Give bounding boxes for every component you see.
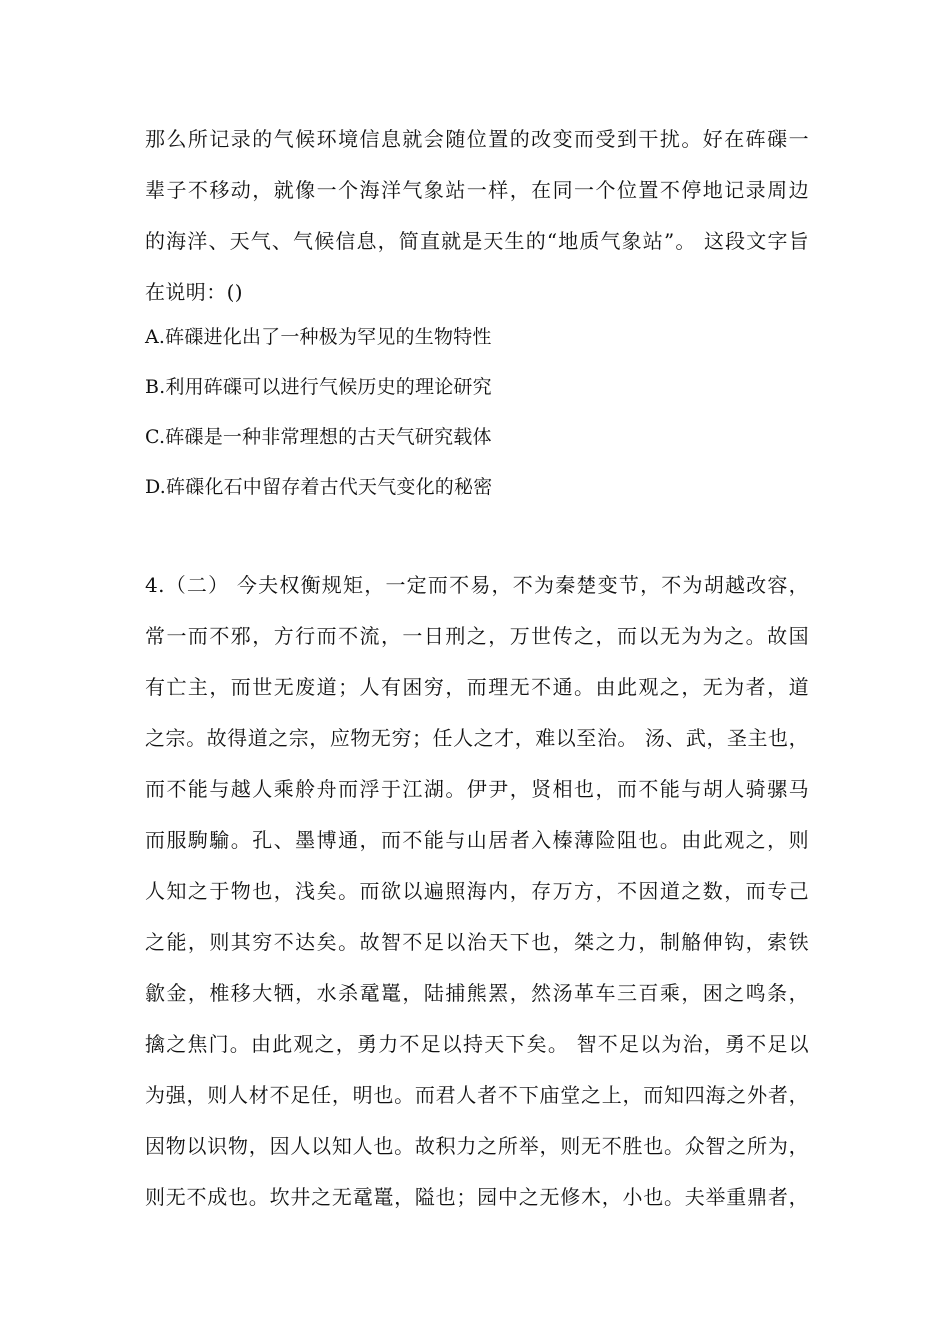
option-a: A.砗磲进化出了一种极为罕见的生物特性 xyxy=(145,326,492,348)
passage-paragraph xyxy=(145,114,809,318)
option-d: D.砗磲化石中留存着古代天气变化的秘密 xyxy=(145,476,493,498)
question-4-line: 则无不成也。坎井之无鼋鼍，隘也；园中之无修木，小也。夫举重鼎者， xyxy=(145,1185,809,1209)
passage-line: 辈子不移动，就像一个海洋气象站一样，在同一个位置不停地记录周边 xyxy=(145,178,809,202)
question-4-line: 歙金，椎移大牺，水杀鼋鼍，陆捕熊罴，然汤革车三百乘，困之鸣条， xyxy=(145,981,809,1005)
question-prompt: 在说明：() xyxy=(145,280,244,304)
question-4-line: 而服駒騟。孔、墨博通，而不能与山居者入榛薄险阻也。由此观之，则 xyxy=(145,828,809,852)
question-4-line: 有亡主，而世无废道；人有困穷，而理无不通。由此观之，无为者，道 xyxy=(145,675,809,699)
question-4-line: 因物以识物，因人以知人也。故积力之所举，则无不胜也。众智之所为， xyxy=(145,1134,809,1158)
question-4-passage xyxy=(145,560,809,1223)
option-c: C.砗磲是一种非常理想的古天气研究载体 xyxy=(145,426,492,448)
question-4-line: 之宗。故得道之宗，应物无穷；任人之才，难以至治。 汤、武，圣主也， xyxy=(145,726,809,750)
answer-options xyxy=(145,312,809,512)
question-4-line: 常一而不邪，方行而不流，一日刑之，万世传之，而以无为为之。故国 xyxy=(145,624,809,648)
question-4-line: 为强，则人材不足任，明也。而君人者不下庙堂之上，而知四海之外者， xyxy=(145,1083,809,1107)
question-4-line: 人知之于物也，浅矣。而欲以遍照海内，存万方，不因道之数，而专己 xyxy=(145,879,809,903)
question-4-line: 4.（二） 今夫权衡规矩，一定而不易，不为秦楚变节，不为胡越改容， xyxy=(145,573,809,597)
question-4-line: 而不能与越人乘舲舟而浮于江湖。伊尹，贤相也，而不能与胡人骑骡马 xyxy=(145,777,809,801)
passage-line: 那么所记录的气候环境信息就会随位置的改变而受到干扰。好在砗磲一 xyxy=(145,127,809,151)
option-b: B.利用砗磲可以进行气候历史的理论研究 xyxy=(145,376,492,398)
question-4-line: 擒之焦门。由此观之，勇力不足以持天下矣。 智不足以为治，勇不足以 xyxy=(145,1032,809,1056)
question-4-line: 之能，则其穷不达矣。故智不足以治天下也，桀之力，制觡伸钩，索铁 xyxy=(145,930,809,954)
passage-line: 的海洋、天气、气候信息，简直就是天生的“地质气象站”。 这段文字旨 xyxy=(145,229,809,253)
